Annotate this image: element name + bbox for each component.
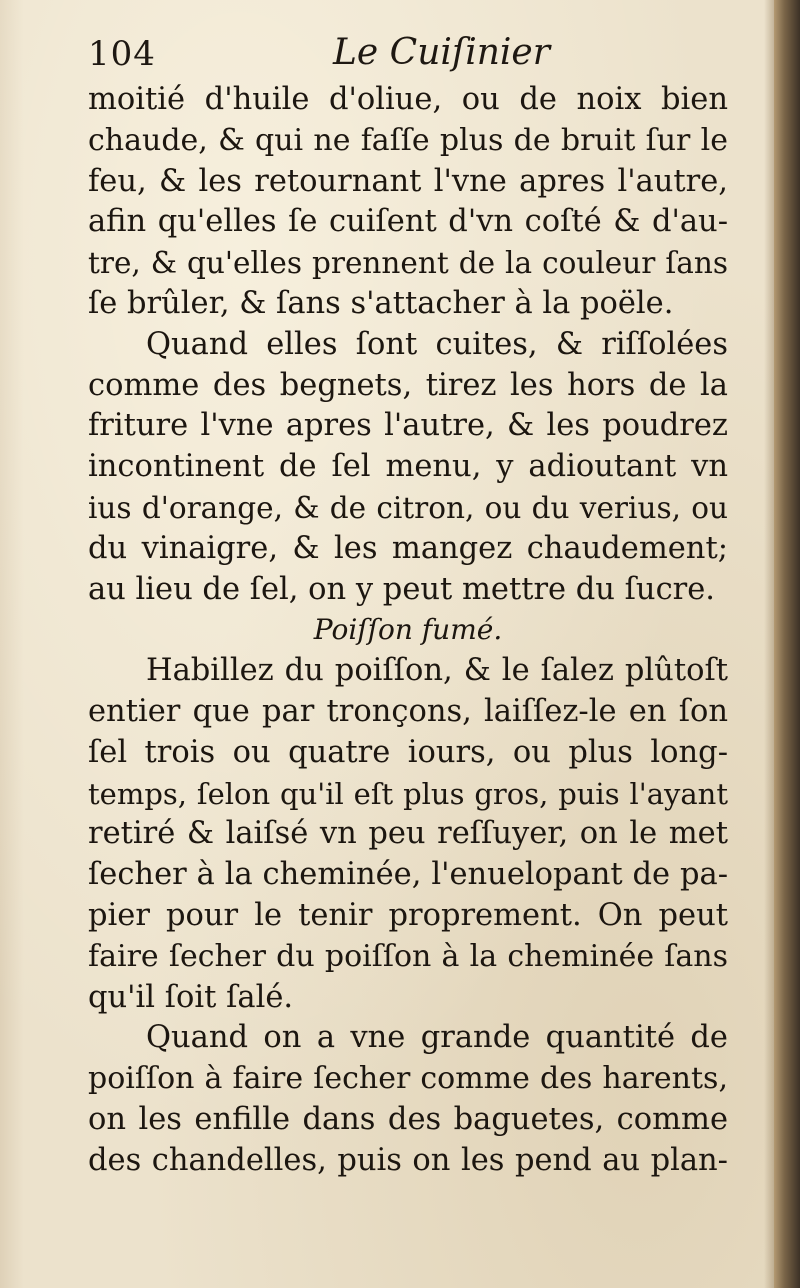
text-line: incontinent de ſel menu, y adioutant vn [88, 449, 728, 485]
text-line: ſe brûler, & ſans s'attacher à la poële. [88, 285, 674, 321]
text-line: ius d'orange, & de citron, ou du verius, ou [88, 490, 728, 525]
text-line: retiré & laiſsé vn peu reſſuyer, on le met [88, 816, 728, 852]
text-line: chaude, & qui ne faſſe plus de bruit ſur le [88, 122, 728, 158]
text-line: moitié d'huile d'oliue, ou de noix bien [88, 82, 728, 117]
text-line: tre, & qu'elles prennent de la couleur ſans [88, 246, 728, 281]
text-line: des chandelles, puis on les pend au plan- [88, 1142, 728, 1178]
page-body [88, 80, 728, 1182]
running-head: Le Cuiſinier [333, 32, 550, 73]
text-line: ſel trois ou quatre iours, ou plus long- [88, 734, 728, 770]
section-heading: Poiſſon fumé. [313, 613, 503, 647]
text-line: entier que par tronçons, laiſſez-le en ſon [88, 693, 728, 729]
text-line: qu'il ſoit ſalé. [88, 979, 294, 1015]
binding-shadow [764, 0, 774, 1288]
text-line: du vinaigre, & les mangez chaudement; [88, 530, 728, 566]
text-line: ſecher à la cheminée, l'enuelopant de pa- [88, 857, 728, 893]
text-line: afin qu'elles ſe cuiſent d'vn coſté & d'au- [88, 204, 728, 240]
text-line: au lieu de ſel, on y peut mettre du ſucre. [88, 571, 715, 607]
text-line: on les enfille dans des baguetes, comme [88, 1101, 728, 1137]
text-line: poiſſon à faire ſecher comme des harents, [88, 1061, 728, 1097]
text-line: Habillez du poiſſon, & le ſalez plûtoſt [146, 653, 728, 689]
text-line: Quand elles ſont cuites, & riſſolées [146, 326, 728, 362]
text-line: pier pour le tenir proprement. On peut [88, 897, 728, 933]
text-line: temps, ſelon qu'il eſt plus gros, puis l'ayant [88, 776, 728, 811]
text-line: friture l'vne apres l'autre, & les poudrez [88, 408, 728, 444]
book-binding [774, 0, 800, 1288]
text-line: Quand on a vne grande quantité de [146, 1020, 728, 1056]
page-header [88, 30, 728, 80]
text-line: faire ſecher du poiſſon à la cheminée ſans [88, 938, 728, 974]
text-line: feu, & les retournant l'vne apres l'autre, [88, 163, 728, 199]
text-line: comme des begnets, tirez les hors de la [88, 367, 728, 403]
page-number: 104 [88, 34, 156, 74]
